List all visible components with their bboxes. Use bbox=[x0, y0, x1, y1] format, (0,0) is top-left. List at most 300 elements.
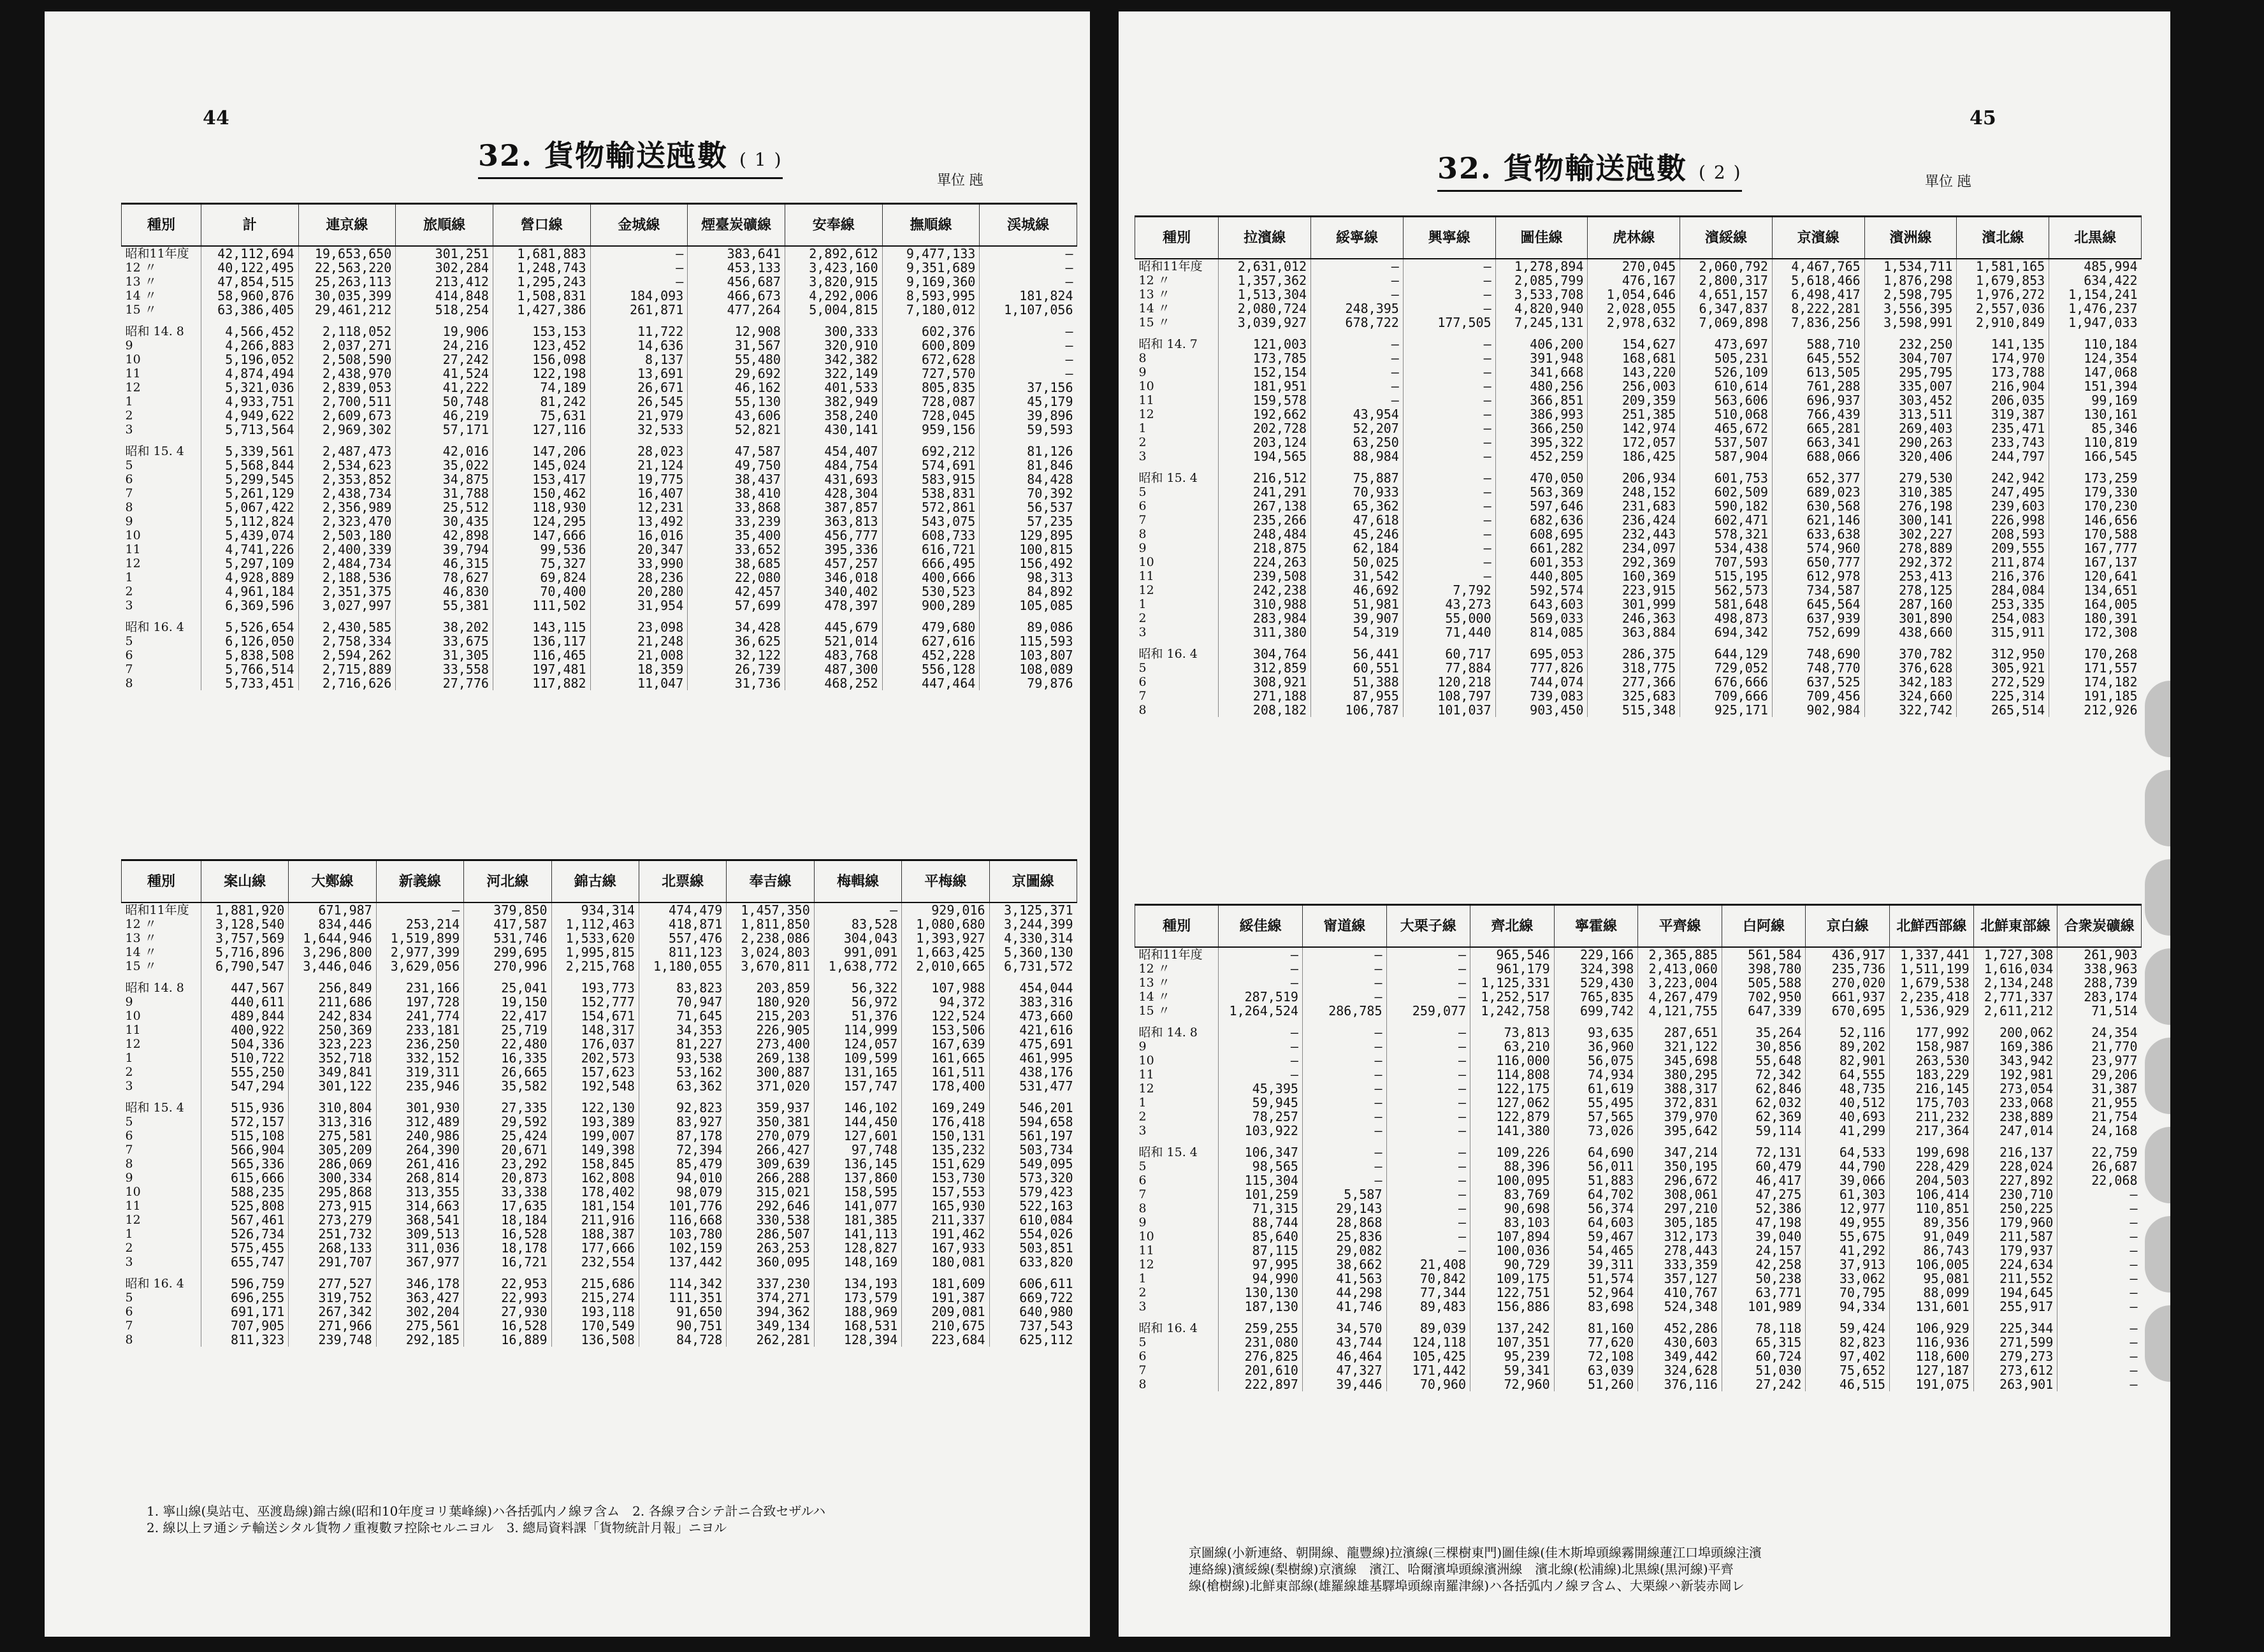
table-cell: 110,819 bbox=[2049, 435, 2142, 449]
table-cell: 766,439 bbox=[1772, 407, 1864, 421]
table-row bbox=[122, 528, 1077, 542]
table-cell: 16,407 bbox=[590, 486, 688, 500]
table-cell: 156,492 bbox=[980, 556, 1077, 570]
title-part: ( 2 ) bbox=[1699, 162, 1742, 183]
table-cell: 524,348 bbox=[1638, 1300, 1722, 1314]
table-row bbox=[122, 1079, 1077, 1093]
table-cell: 224,263 bbox=[1219, 555, 1311, 569]
table-cell: 2,438,970 bbox=[298, 366, 396, 380]
table-cell: 561,197 bbox=[989, 1129, 1077, 1143]
row-label: 昭和 14. 7 bbox=[1138, 337, 1198, 351]
table-cell: 457,257 bbox=[785, 556, 882, 570]
table-cell: 160,369 bbox=[1588, 569, 1680, 583]
table-cell: 176,037 bbox=[551, 1037, 639, 1051]
table-cell: 11,047 bbox=[590, 676, 688, 690]
table-cell: — bbox=[2057, 1229, 2142, 1243]
table-cell: 9,169,360 bbox=[882, 275, 980, 289]
column-header: 興寧線 bbox=[1403, 217, 1495, 259]
table-cell: 124,057 bbox=[814, 1037, 901, 1051]
table-cell: 50,238 bbox=[1722, 1272, 1806, 1286]
table-cell: 31,788 bbox=[396, 486, 493, 500]
table-cell: 321,122 bbox=[1638, 1040, 1722, 1054]
table-cell bbox=[1588, 639, 1680, 647]
footnote-line: 2. 線以上ヲ通シテ輸送シタル貨物ノ重複數ヲ控除セルニヨル 3. 總局資料課「貨物統計月報」ニヨル bbox=[147, 1520, 727, 1535]
table-cell: 147,068 bbox=[2049, 365, 2142, 379]
table-cell: 440,611 bbox=[201, 995, 288, 1009]
table-cell bbox=[639, 973, 726, 981]
row-label: 8 bbox=[1138, 527, 1147, 541]
table-cell: 241,291 bbox=[1219, 485, 1311, 499]
table-cell: 124,118 bbox=[1386, 1335, 1470, 1349]
table-cell: 319,752 bbox=[289, 1291, 376, 1305]
table-cell: 300,334 bbox=[289, 1171, 376, 1185]
table-cell: 370,782 bbox=[1864, 647, 1957, 661]
table-cell: 284,084 bbox=[1957, 583, 2049, 597]
table-cell: 74,189 bbox=[493, 380, 590, 395]
table-cell: 26,687 bbox=[2057, 1159, 2142, 1173]
table-cell: 311,380 bbox=[1219, 625, 1311, 639]
table-row bbox=[1135, 541, 2142, 555]
row-label: 1 bbox=[125, 570, 133, 584]
table-cell: 39,794 bbox=[396, 542, 493, 556]
table-cell: 26,671 bbox=[590, 380, 688, 395]
table-cell bbox=[2049, 639, 2142, 647]
table-cell: 28,868 bbox=[1302, 1215, 1386, 1229]
table-cell bbox=[785, 437, 882, 444]
table-cell bbox=[1219, 1138, 1303, 1145]
table-cell: 22,080 bbox=[688, 570, 785, 584]
table-cell: 40,122,495 bbox=[201, 261, 298, 275]
row-label: 12 bbox=[1138, 583, 1154, 597]
table-cell: 445,679 bbox=[785, 620, 882, 634]
table-cell: 387,857 bbox=[785, 500, 882, 514]
title-text: 32. 貨物輸送瓲數 bbox=[1437, 151, 1688, 185]
table-cell: 38,410 bbox=[688, 486, 785, 500]
table-cell: 65,362 bbox=[1311, 499, 1404, 513]
table-cell bbox=[2049, 330, 2142, 337]
table-cell: 436,917 bbox=[1806, 947, 1890, 962]
table-cell: 621,146 bbox=[1772, 513, 1864, 527]
table-cell: 40,693 bbox=[1806, 1110, 1890, 1124]
table-cell: 57,235 bbox=[980, 514, 1077, 528]
table-cell: 572,157 bbox=[201, 1115, 288, 1129]
table-cell: 23,098 bbox=[590, 620, 688, 634]
table-cell: 206,934 bbox=[1588, 471, 1680, 485]
table-cell: 438,176 bbox=[989, 1065, 1077, 1079]
table-cell: 579,423 bbox=[989, 1185, 1077, 1199]
table-cell: 7,069,898 bbox=[1680, 315, 1773, 330]
table-cell: 588,235 bbox=[201, 1185, 288, 1199]
table-row bbox=[122, 931, 1077, 945]
table-cell bbox=[902, 973, 989, 981]
table-cell: — bbox=[1219, 962, 1303, 976]
table-cell: 18,359 bbox=[590, 662, 688, 676]
table-cell: 83,698 bbox=[1554, 1300, 1638, 1314]
table-cell: 510,068 bbox=[1680, 407, 1773, 421]
row-label: 12 〃 bbox=[1138, 962, 1170, 976]
table-cell: 345,698 bbox=[1638, 1054, 1722, 1068]
table-cell: 261,416 bbox=[376, 1157, 463, 1171]
table-cell: 2,353,852 bbox=[298, 472, 396, 486]
table-cell: 75,887 bbox=[1311, 471, 1404, 485]
table-row bbox=[1135, 337, 2142, 351]
table-cell: 193,389 bbox=[551, 1115, 639, 1129]
table-row bbox=[122, 995, 1077, 1009]
row-label: 5 bbox=[125, 1291, 133, 1305]
table-cell: 549,095 bbox=[989, 1157, 1077, 1171]
table-cell: 273,054 bbox=[1973, 1082, 2057, 1096]
table-cell: 136,117 bbox=[493, 634, 590, 648]
table-cell: 32,533 bbox=[590, 423, 688, 437]
table-row bbox=[122, 261, 1077, 275]
table-cell: 304,043 bbox=[814, 931, 901, 945]
table-cell: 209,555 bbox=[1957, 541, 2049, 555]
table-cell: — bbox=[1311, 273, 1404, 287]
table-cell: 1,248,743 bbox=[493, 261, 590, 275]
table-cell bbox=[989, 1269, 1077, 1277]
row-label: 13 〃 bbox=[1138, 287, 1170, 301]
table-row bbox=[122, 246, 1077, 261]
table-cell: 323,223 bbox=[289, 1037, 376, 1051]
table-cell: — bbox=[1386, 976, 1470, 990]
table-cell: 28,023 bbox=[590, 444, 688, 458]
table-cell: 546,201 bbox=[989, 1101, 1077, 1115]
table-cell bbox=[980, 437, 1077, 444]
table-cell: 318,775 bbox=[1588, 661, 1680, 675]
table-cell: 70,842 bbox=[1386, 1272, 1470, 1286]
table-cell: 578,321 bbox=[1680, 527, 1773, 541]
table-cell: — bbox=[1219, 976, 1303, 990]
table-cell: 261,871 bbox=[590, 303, 688, 317]
table-cell: 41,292 bbox=[1806, 1243, 1890, 1257]
table-row bbox=[1135, 555, 2142, 569]
table-cell: 122,879 bbox=[1470, 1110, 1555, 1124]
table-cell bbox=[1219, 1314, 1303, 1321]
table-cell: 31,954 bbox=[590, 598, 688, 612]
table-row bbox=[122, 514, 1077, 528]
table-cell: 2,594,262 bbox=[298, 648, 396, 662]
table-cell: 65,315 bbox=[1722, 1335, 1806, 1349]
table-cell bbox=[1973, 1138, 2057, 1145]
table-cell: 360,095 bbox=[727, 1255, 814, 1269]
table-cell: 676,666 bbox=[1680, 675, 1773, 689]
table-cell: — bbox=[1302, 1040, 1386, 1054]
table-cell: 286,375 bbox=[1588, 647, 1680, 661]
table-cell: 200,062 bbox=[1973, 1025, 2057, 1040]
table-cell: 6,369,596 bbox=[201, 598, 298, 612]
table-cell: 95,081 bbox=[1890, 1272, 1974, 1286]
table-cell: 338,963 bbox=[2057, 962, 2142, 976]
table-cell: 630,568 bbox=[1772, 499, 1864, 513]
table-cell: 216,512 bbox=[1219, 471, 1311, 485]
freight-table-left-upper bbox=[121, 203, 1077, 690]
table-cell: 602,471 bbox=[1680, 513, 1773, 527]
row-label: 12 bbox=[125, 380, 141, 395]
table-cell bbox=[1386, 1018, 1470, 1025]
row-label: 5 bbox=[125, 634, 133, 648]
table-cell: 235,946 bbox=[376, 1079, 463, 1093]
table-cell: 45,179 bbox=[980, 395, 1077, 409]
table-cell: 109,175 bbox=[1470, 1272, 1555, 1286]
table-cell: — bbox=[1302, 1096, 1386, 1110]
table-cell: 202,573 bbox=[551, 1051, 639, 1065]
table-cell: 223,684 bbox=[902, 1333, 989, 1347]
table-cell: 84,728 bbox=[639, 1333, 726, 1347]
table-cell: 324,660 bbox=[1864, 689, 1957, 703]
spacer-row bbox=[122, 1269, 1077, 1277]
table-row bbox=[122, 1227, 1077, 1241]
table-cell: 40,512 bbox=[1806, 1096, 1890, 1110]
table-cell: 90,751 bbox=[639, 1319, 726, 1333]
table-cell: — bbox=[1311, 393, 1404, 407]
table-cell: 239,508 bbox=[1219, 569, 1311, 583]
table-cell: 515,348 bbox=[1588, 703, 1680, 717]
table-cell: 454,407 bbox=[785, 444, 882, 458]
table-cell: 203,859 bbox=[727, 981, 814, 995]
table-cell bbox=[727, 973, 814, 981]
table-cell: 197,481 bbox=[493, 662, 590, 676]
column-header: 平梅線 bbox=[902, 860, 989, 903]
table-cell: 2,238,086 bbox=[727, 931, 814, 945]
table-cell: 211,686 bbox=[289, 995, 376, 1009]
table-cell bbox=[396, 317, 493, 324]
table-cell: — bbox=[1403, 301, 1495, 315]
table-cell: 27,930 bbox=[464, 1305, 551, 1319]
table-cell: 16,528 bbox=[464, 1227, 551, 1241]
table-cell: 56,374 bbox=[1554, 1201, 1638, 1215]
table-cell: 64,603 bbox=[1554, 1215, 1638, 1229]
header-category: 種別 bbox=[1135, 217, 1219, 259]
table-cell: 82,823 bbox=[1806, 1335, 1890, 1349]
table-cell: 299,695 bbox=[464, 945, 551, 959]
row-label: 昭和 14. 8 bbox=[1138, 1025, 1198, 1040]
table-cell: 52,116 bbox=[1806, 1025, 1890, 1040]
table-cell: 122,751 bbox=[1470, 1286, 1555, 1300]
table-row bbox=[1135, 287, 2142, 301]
table-cell bbox=[989, 973, 1077, 981]
row-label: 12 〃 bbox=[125, 261, 157, 275]
table-cell: 33,338 bbox=[464, 1185, 551, 1199]
table-cell: 253,335 bbox=[1957, 597, 2049, 611]
table-cell: 479,680 bbox=[882, 620, 980, 634]
row-label: 3 bbox=[125, 423, 133, 437]
table-cell: 93,538 bbox=[639, 1051, 726, 1065]
table-cell: — bbox=[1403, 407, 1495, 421]
table-row bbox=[1135, 611, 2142, 625]
row-label: 12 bbox=[125, 556, 141, 570]
table-cell: — bbox=[2057, 1349, 2142, 1363]
table-row bbox=[1135, 947, 2142, 962]
table-cell bbox=[1680, 330, 1773, 337]
table-cell: 691,171 bbox=[201, 1305, 288, 1319]
index-tab-decoration bbox=[2145, 948, 2170, 1025]
table-cell: 447,567 bbox=[201, 981, 288, 995]
row-label: 1 bbox=[1138, 597, 1147, 611]
table-cell: 181,951 bbox=[1219, 379, 1311, 393]
table-cell: 135,232 bbox=[902, 1143, 989, 1157]
table-cell: 2,235,418 bbox=[1890, 990, 1974, 1004]
table-cell: 2,508,590 bbox=[298, 352, 396, 366]
table-cell: 934,314 bbox=[551, 902, 639, 917]
table-cell: 183,229 bbox=[1890, 1068, 1974, 1082]
table-cell: 309,639 bbox=[727, 1157, 814, 1171]
table-cell: 201,610 bbox=[1219, 1363, 1303, 1377]
table-cell bbox=[1403, 639, 1495, 647]
table-cell: 1,616,034 bbox=[1973, 962, 2057, 976]
table-cell: 57,171 bbox=[396, 423, 493, 437]
table-cell: 2,839,053 bbox=[298, 380, 396, 395]
table-cell: 23,292 bbox=[464, 1157, 551, 1171]
table-cell: 363,427 bbox=[376, 1291, 463, 1305]
table-cell: 286,785 bbox=[1302, 1004, 1386, 1018]
table-cell: 566,904 bbox=[201, 1143, 288, 1157]
table-cell: — bbox=[1403, 485, 1495, 499]
table-row bbox=[1135, 1068, 2142, 1082]
row-label: 8 bbox=[1138, 1201, 1147, 1215]
table-cell: 417,587 bbox=[464, 917, 551, 931]
table-cell: 240,986 bbox=[376, 1129, 463, 1143]
table-cell: 2,010,665 bbox=[902, 959, 989, 973]
row-label: 14 〃 bbox=[125, 945, 157, 959]
table-cell: 288,739 bbox=[2057, 976, 2142, 990]
table-cell: 2,892,612 bbox=[785, 246, 882, 261]
table-cell: 2,487,473 bbox=[298, 444, 396, 458]
table-cell: 103,807 bbox=[980, 648, 1077, 662]
table-cell: 4,933,751 bbox=[201, 395, 298, 409]
table-row bbox=[1135, 273, 2142, 287]
table-cell: 235,736 bbox=[1806, 962, 1890, 976]
table-cell: 312,489 bbox=[376, 1115, 463, 1129]
table-cell: 606,611 bbox=[989, 1277, 1077, 1291]
table-cell: 192,548 bbox=[551, 1079, 639, 1093]
row-label: 昭和 14. 8 bbox=[125, 324, 184, 338]
table-cell bbox=[688, 437, 785, 444]
freight-table-left-lower bbox=[121, 859, 1077, 1347]
table-cell: 5,568,844 bbox=[201, 458, 298, 472]
table-cell: 6,347,837 bbox=[1680, 301, 1773, 315]
row-label: 3 bbox=[1138, 449, 1147, 463]
table-cell bbox=[1722, 1314, 1806, 1321]
left-page bbox=[45, 11, 1090, 1637]
table-cell: 150,131 bbox=[902, 1129, 989, 1143]
freight-table-right-upper bbox=[1135, 215, 2142, 717]
table-cell: 24,168 bbox=[2057, 1124, 2142, 1138]
table-cell bbox=[882, 317, 980, 324]
table-cell: 296,672 bbox=[1638, 1173, 1722, 1187]
table-cell: 308,061 bbox=[1638, 1187, 1722, 1201]
table-cell: 122,175 bbox=[1470, 1082, 1555, 1096]
table-cell: 305,209 bbox=[289, 1143, 376, 1157]
table-cell: 5,196,052 bbox=[201, 352, 298, 366]
table-cell: 103,922 bbox=[1219, 1124, 1303, 1138]
table-cell: 929,016 bbox=[902, 902, 989, 917]
table-cell: 250,225 bbox=[1973, 1201, 2057, 1215]
table-cell: 116,668 bbox=[639, 1213, 726, 1227]
table-cell: 310,988 bbox=[1219, 597, 1311, 611]
column-header: 京濱線 bbox=[1772, 217, 1864, 259]
table-cell: 148,169 bbox=[814, 1255, 901, 1269]
table-cell: 267,138 bbox=[1219, 499, 1311, 513]
table-cell: 85,640 bbox=[1219, 1229, 1303, 1243]
table-cell: 199,007 bbox=[551, 1129, 639, 1143]
table-cell: 386,993 bbox=[1495, 407, 1588, 421]
table-cell: 273,612 bbox=[1973, 1363, 2057, 1377]
table-cell: 1,513,304 bbox=[1219, 287, 1311, 301]
table-cell: 114,808 bbox=[1470, 1068, 1555, 1082]
table-cell: 92,823 bbox=[639, 1101, 726, 1115]
table-cell: 59,341 bbox=[1470, 1363, 1555, 1377]
table-cell bbox=[1403, 330, 1495, 337]
row-label: 12 bbox=[1138, 1257, 1154, 1272]
table-cell: 60,724 bbox=[1722, 1349, 1806, 1363]
table-cell: 640,980 bbox=[989, 1305, 1077, 1319]
table-cell: 1,295,243 bbox=[493, 275, 590, 289]
table-cell: 563,606 bbox=[1680, 393, 1773, 407]
table-cell: 3,128,540 bbox=[201, 917, 288, 931]
table-cell: 1,107,056 bbox=[980, 303, 1077, 317]
table-cell: 590,182 bbox=[1680, 499, 1773, 513]
table-cell: 12,231 bbox=[590, 500, 688, 514]
row-label bbox=[122, 437, 201, 444]
table-cell: 55,381 bbox=[396, 598, 493, 612]
table-cell: 727,570 bbox=[882, 366, 980, 380]
row-label: 13 〃 bbox=[1138, 976, 1170, 990]
table-row bbox=[1135, 1349, 2142, 1363]
table-cell: 269,138 bbox=[727, 1051, 814, 1065]
table-cell: 302,204 bbox=[376, 1305, 463, 1319]
table-cell: 56,972 bbox=[814, 995, 901, 1009]
table-cell: 256,003 bbox=[1588, 379, 1680, 393]
table-cell: 277,527 bbox=[289, 1277, 376, 1291]
column-header: 合衆炭礦線 bbox=[2057, 905, 2142, 948]
table-row bbox=[122, 662, 1077, 676]
table-cell: 111,351 bbox=[639, 1291, 726, 1305]
table-cell: 27,335 bbox=[464, 1101, 551, 1115]
table-cell: 251,732 bbox=[289, 1227, 376, 1241]
row-label: 7 bbox=[1138, 513, 1147, 527]
table-cell: 20,671 bbox=[464, 1143, 551, 1157]
table-cell: 90,698 bbox=[1470, 1201, 1555, 1215]
table-cell: 7,836,256 bbox=[1772, 315, 1864, 330]
table-cell: 452,286 bbox=[1638, 1321, 1722, 1335]
table-cell: 235,266 bbox=[1219, 513, 1311, 527]
row-label bbox=[1135, 463, 1219, 471]
table-cell: 226,998 bbox=[1957, 513, 2049, 527]
table-cell: 30,035,399 bbox=[298, 289, 396, 303]
table-cell: — bbox=[2057, 1272, 2142, 1286]
table-cell: 473,697 bbox=[1680, 337, 1773, 351]
table-cell: — bbox=[590, 275, 688, 289]
row-label: 2 bbox=[1138, 1110, 1147, 1124]
table-cell: 2,609,673 bbox=[298, 409, 396, 423]
table-cell: 271,188 bbox=[1219, 689, 1311, 703]
table-cell: 6,731,572 bbox=[989, 959, 1077, 973]
row-label: 11 bbox=[125, 366, 141, 380]
table-cell: — bbox=[1302, 976, 1386, 990]
table-cell: 324,398 bbox=[1554, 962, 1638, 976]
table-cell: 106,005 bbox=[1890, 1257, 1974, 1272]
table-cell: 663,341 bbox=[1772, 435, 1864, 449]
row-label: 11 bbox=[1138, 1243, 1154, 1257]
table-cell: 498,873 bbox=[1680, 611, 1773, 625]
table-row bbox=[122, 1199, 1077, 1213]
table-cell: 991,091 bbox=[814, 945, 901, 959]
table-cell: 31,305 bbox=[396, 648, 493, 662]
table-cell: 136,508 bbox=[551, 1333, 639, 1347]
table-cell: 587,904 bbox=[1680, 449, 1773, 463]
table-cell bbox=[1638, 1138, 1722, 1145]
row-label bbox=[1135, 330, 1219, 337]
